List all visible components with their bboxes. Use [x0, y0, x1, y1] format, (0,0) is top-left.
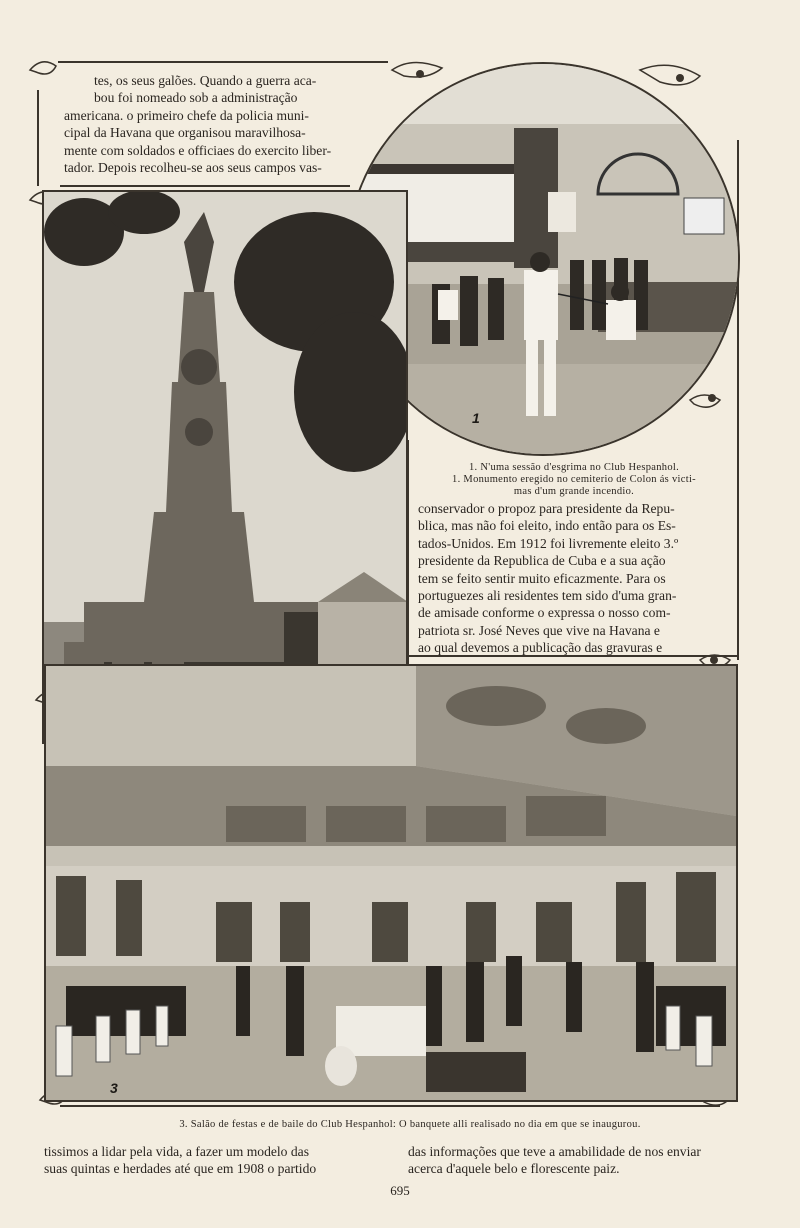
banquet-hall-illustration	[46, 666, 736, 1100]
text-line: americana. o primeiro chefe da policia muni-	[64, 107, 309, 123]
text-line: suas quintas e herdades até que em 1908 o partido	[44, 1161, 317, 1177]
photo-monument	[42, 190, 408, 744]
text-line: de amisade conforme o expressa o nosso com-	[418, 605, 671, 621]
text-line: das informações que teve a amabilidade de nos enviar	[408, 1144, 701, 1159]
caption-photo-2-line1: 1. Monumento eregido no cemiterio de Colon ás victi-	[452, 474, 696, 485]
text-line: tem se feito sentir muito eficazmente. Para os	[418, 570, 666, 586]
text-line: bou foi nomeado sob a administração	[94, 90, 298, 106]
text-line: mente com soldados e officiaes do exercito liber-	[64, 142, 332, 158]
text-line: patriota sr. José Neves que vive na Havana e	[418, 622, 660, 638]
bottom-right-text-block	[408, 1143, 758, 1178]
text-line: tados-Unidos. Em 1912 foi livremente eleito 3.º	[418, 535, 679, 551]
photo-3-number: 3	[110, 1080, 118, 1096]
text-line: presidente da Republica de Cuba e a sua ação	[418, 553, 666, 569]
caption-photo-3: 3. Salão de festas e de baile do Club Hespanhol: O banquete alli realisado no dia em que se inaugurou.	[179, 1119, 641, 1130]
middle-text-block	[418, 500, 724, 657]
text-line: tissimos a lidar pela vida, a fazer um modelo das	[44, 1144, 309, 1159]
monument-illustration	[44, 192, 406, 742]
text-line: cipal da Havana que organisou maravilhosa-	[64, 125, 306, 141]
text-line: portuguezes ali residentes tem sido d'uma gran-	[418, 588, 677, 604]
text-line: tes, os seus galões. Quando a guerra aca-	[94, 73, 317, 88]
photo-1-number: 1	[472, 410, 480, 426]
text-line: ao qual devemos a publicação das gravuras e	[418, 640, 663, 656]
text-line: tador. Depois recolheu-se aos seus campos vas-	[64, 160, 322, 176]
page-number: 695	[390, 1183, 410, 1198]
text-line: conservador o propoz para presidente da Repu-	[418, 501, 675, 516]
text-line: acerca d'aquele belo e florescente paiz.	[408, 1161, 620, 1177]
caption-photo-1: 1. N'uma sessão d'esgrima no Club Hespanhol.	[468, 462, 680, 473]
bottom-left-text-block	[44, 1143, 384, 1178]
caption-photo-2-line2: mas d'um grande incendio.	[513, 486, 635, 497]
text-line: blica, mas não foi eleito, indo então para os Es-	[418, 518, 676, 534]
photo-banquet-hall	[44, 664, 738, 1102]
